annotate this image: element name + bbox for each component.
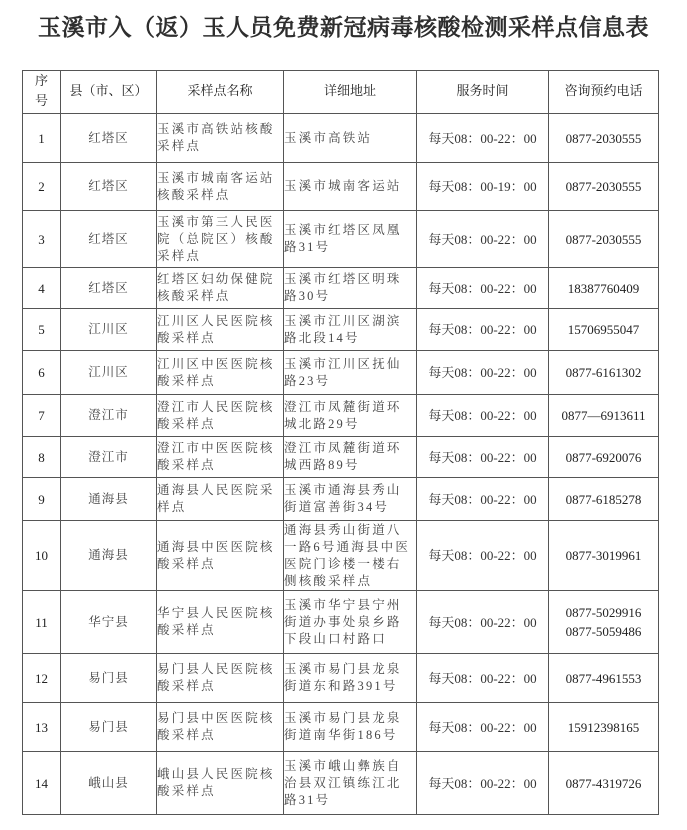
county-cell: 江川区 [61, 351, 157, 395]
table-row [23, 351, 659, 395]
table-row [23, 703, 659, 752]
site-name-cell: 玉溪市高铁站核酸采样点 [157, 114, 284, 163]
service-time-cell: 每天08：00-22：00 [417, 351, 549, 395]
county-cell: 易门县 [61, 703, 157, 752]
header-phone: 咨询预约电话 [549, 71, 659, 114]
county-cell: 红塔区 [61, 268, 157, 309]
header-service-time: 服务时间 [417, 71, 549, 114]
table-row [23, 268, 659, 309]
service-time-cell: 每天08：00-22：00 [417, 114, 549, 163]
row-number: 6 [23, 351, 61, 395]
row-number: 2 [23, 163, 61, 211]
service-time-cell: 每天08：00-22：00 [417, 752, 549, 815]
service-time-cell: 每天08：00-22：00 [417, 309, 549, 351]
service-time-cell: 每天08：00-22：00 [417, 395, 549, 437]
table-row [23, 395, 659, 437]
table-row [23, 211, 659, 268]
row-number: 12 [23, 654, 61, 703]
phone-cell [549, 752, 659, 815]
phone-cell [549, 351, 659, 395]
address-cell: 玉溪市易门县龙泉街道南华街186号 [284, 703, 417, 752]
site-name-cell: 易门县中医医院核酸采样点 [157, 703, 284, 752]
phone-number: 0877-2030555 [565, 130, 642, 146]
county-cell: 通海县 [61, 521, 157, 591]
service-time-cell: 每天08：00-22：00 [417, 478, 549, 521]
address-cell: 澄江市凤麓街道环城西路89号 [284, 437, 417, 478]
county-cell: 澄江市 [61, 437, 157, 478]
header-no-line1: 序 [34, 74, 48, 89]
header-no-line2: 号 [34, 94, 48, 109]
row-number: 4 [23, 268, 61, 309]
service-time-cell: 每天08：00-22：00 [417, 703, 549, 752]
phone-number: 0877-6920076 [565, 449, 642, 465]
table-row [23, 114, 659, 163]
phone-number: 18387760409 [567, 280, 640, 296]
county-cell: 红塔区 [61, 163, 157, 211]
table-row [23, 478, 659, 521]
phone-cell [549, 163, 659, 211]
phone-cell [549, 591, 659, 654]
header-site-name: 采样点名称 [157, 71, 284, 114]
row-number: 10 [23, 521, 61, 591]
table-row [23, 309, 659, 351]
service-time-cell: 每天08：00-22：00 [417, 268, 549, 309]
row-number: 13 [23, 703, 61, 752]
table-row [23, 521, 659, 591]
phone-number: 0877-4961553 [565, 670, 642, 686]
phone-number: 0877-6161302 [565, 365, 642, 380]
site-name-cell: 红塔区妇幼保健院核酸采样点 [157, 268, 284, 309]
service-time-cell: 每天08：00-22：00 [417, 437, 549, 478]
row-number: 9 [23, 478, 61, 521]
county-cell: 江川区 [61, 309, 157, 351]
phone-number: 0877-2030555 [565, 231, 642, 247]
phone-number: 0877-2030555 [565, 179, 642, 194]
service-time-cell: 每天08：00-22：00 [417, 211, 549, 268]
table-row [23, 752, 659, 815]
phone-cell [549, 268, 659, 309]
phone-number: 0877-3019961 [565, 548, 642, 563]
phone-cell [549, 395, 659, 437]
address-cell: 玉溪市江川区抚仙路23号 [284, 351, 417, 395]
row-number: 1 [23, 114, 61, 163]
county-cell: 峨山县 [61, 752, 157, 815]
row-number: 8 [23, 437, 61, 478]
phone-cell [549, 703, 659, 752]
phone-cell [549, 309, 659, 351]
header-county: 县（市、区） [61, 71, 157, 114]
service-time-cell: 每天08：00-19：00 [417, 163, 549, 211]
site-name-cell: 通海县人民医院采样点 [157, 478, 284, 521]
address-cell: 玉溪市华宁县宁州街道办事处泉乡路下段山口村路口 [284, 591, 417, 654]
row-number: 14 [23, 752, 61, 815]
site-name-cell: 玉溪市城南客运站核酸采样点 [157, 163, 284, 211]
site-name-cell: 华宁县人民医院核酸采样点 [157, 591, 284, 654]
phone-cell [549, 478, 659, 521]
county-cell: 澄江市 [61, 395, 157, 437]
site-name-cell: 通海县中医医院核酸采样点 [157, 521, 284, 591]
row-number: 7 [23, 395, 61, 437]
table-row [23, 163, 659, 211]
table-row [23, 654, 659, 703]
page-title: 玉溪市入（返）玉人员免费新冠病毒核酸检测采样点信息表 [38, 14, 649, 41]
row-number: 11 [23, 591, 61, 654]
phone-cell [549, 654, 659, 703]
address-cell: 玉溪市高铁站 [284, 114, 417, 163]
phone-cell [549, 114, 659, 163]
service-time-cell: 每天08：00-22：00 [417, 591, 549, 654]
site-name-cell: 易门县人民医院核酸采样点 [157, 654, 284, 703]
county-cell: 通海县 [61, 478, 157, 521]
county-cell: 红塔区 [61, 211, 157, 268]
site-name-cell: 澄江市中医医院核酸采样点 [157, 437, 284, 478]
phone-number: 0877-5059486 [565, 624, 642, 639]
header-no [23, 71, 61, 114]
address-cell: 玉溪市红塔区凤凰路31号 [284, 211, 417, 268]
phone-number: 15706955047 [567, 322, 640, 337]
table-row [23, 591, 659, 654]
address-cell: 玉溪市城南客运站 [284, 163, 417, 211]
address-cell: 通海县秀山街道八一路6号通海县中医医院门诊楼一楼右侧核酸采样点 [284, 521, 417, 591]
address-cell: 玉溪市红塔区明珠路30号 [284, 268, 417, 309]
phone-number: 0877-4319726 [565, 775, 642, 791]
site-name-cell: 澄江市人民医院核酸采样点 [157, 395, 284, 437]
phone-number: 0877-5029916 [565, 605, 642, 620]
address-cell: 玉溪市易门县龙泉街道东和路391号 [284, 654, 417, 703]
county-cell: 易门县 [61, 654, 157, 703]
address-cell: 澄江市凤麓街道环城北路29号 [284, 395, 417, 437]
row-number: 3 [23, 211, 61, 268]
site-name-cell: 江川区中医医院核酸采样点 [157, 351, 284, 395]
site-name-cell: 江川区人民医院核酸采样点 [157, 309, 284, 351]
phone-number: 0877—6913611 [561, 408, 646, 423]
county-cell: 红塔区 [61, 114, 157, 163]
address-cell: 玉溪市峨山彝族自治县双江镇练江北路31号 [284, 752, 417, 815]
site-name-cell: 玉溪市第三人民医院（总院区）核酸采样点 [157, 211, 284, 268]
address-cell: 玉溪市江川区湖滨路北段14号 [284, 309, 417, 351]
phone-cell [549, 437, 659, 478]
sampling-sites-table [22, 70, 659, 815]
site-name-cell: 峨山县人民医院核酸采样点 [157, 752, 284, 815]
service-time-cell: 每天08：00-22：00 [417, 521, 549, 591]
county-cell: 华宁县 [61, 591, 157, 654]
row-number: 5 [23, 309, 61, 351]
header-address: 详细地址 [284, 71, 417, 114]
address-cell: 玉溪市通海县秀山街道富善街34号 [284, 478, 417, 521]
phone-number: 0877-6185278 [565, 491, 642, 507]
phone-cell [549, 521, 659, 591]
table-header-row [23, 71, 659, 114]
service-time-cell: 每天08：00-22：00 [417, 654, 549, 703]
phone-number: 15912398165 [567, 719, 640, 735]
table-row [23, 437, 659, 478]
phone-cell [549, 211, 659, 268]
